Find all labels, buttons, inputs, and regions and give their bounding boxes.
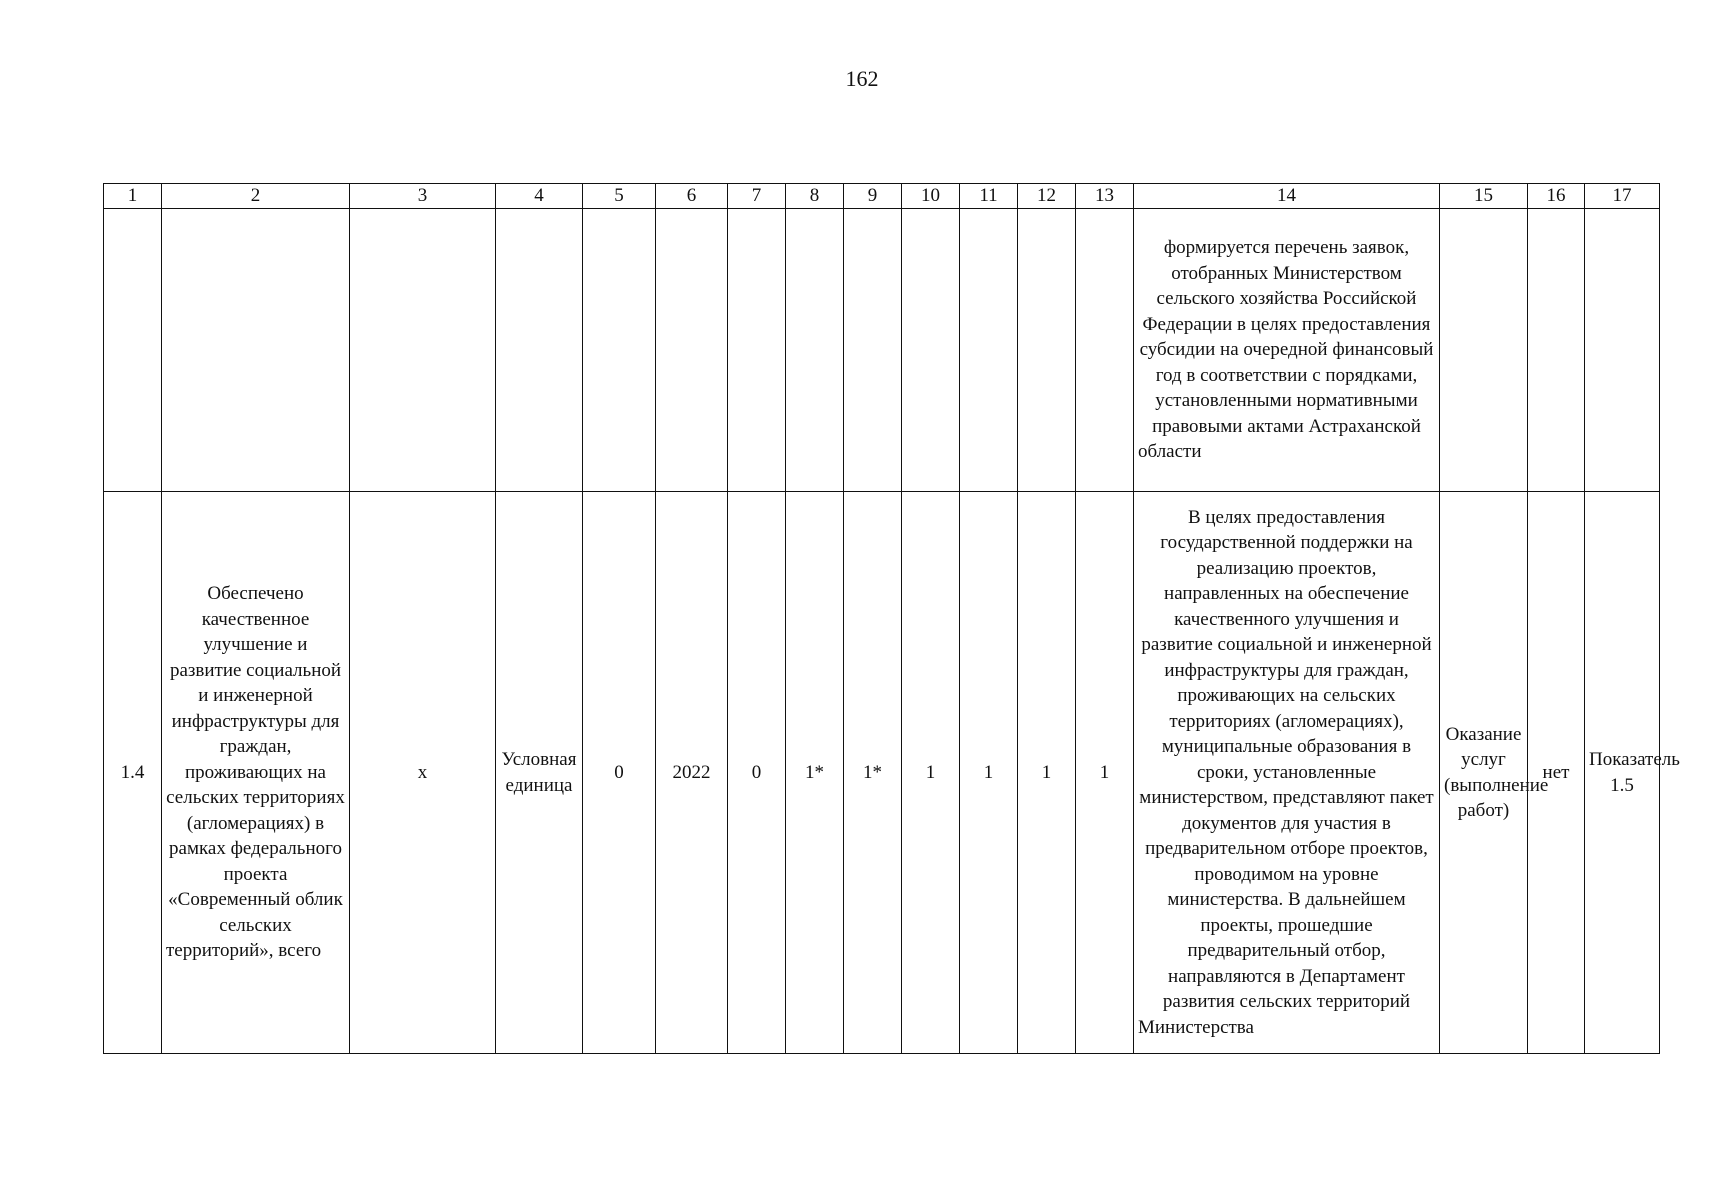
col-13-value: 1 [1076, 492, 1134, 1054]
column-number: 5 [583, 184, 656, 209]
column-number: 10 [902, 184, 960, 209]
col-12-value: 1 [1018, 492, 1076, 1054]
page-number: 162 [845, 66, 879, 91]
unit-of-measure: Условная единица [496, 492, 583, 1054]
column-number: 1 [104, 184, 162, 209]
column-number: 7 [728, 184, 786, 209]
column-number: 2 [162, 184, 350, 209]
column-number: 17 [1585, 184, 1660, 209]
column-number: 3 [350, 184, 496, 209]
col-7-value: 0 [728, 492, 786, 1054]
mechanism-description: формируется перечень заявок, отобранных Министерством сельского хозяйства Российской Федерации в целях предоставления субсидии на очередной финансовый год в соответствии с порядками, установленными нормативными правовыми актами Астраханской области [1134, 209, 1440, 492]
base-value: 0 [583, 492, 656, 1054]
program-table [103, 183, 1680, 1054]
col-8-value: 1* [786, 492, 844, 1054]
column-number-row [104, 184, 1660, 209]
row-number: 1.4 [104, 492, 162, 1054]
column-number: 13 [1076, 184, 1134, 209]
column-number: 11 [960, 184, 1018, 209]
column-number: 14 [1134, 184, 1440, 209]
mechanism-description: В целях предоставления государственной поддержки на реализацию проектов, направленных на обеспечение качественного улучшения и развитие социальной и инженерной инфраструктуры для граждан, проживающих на сельских территориях (агломерациях), муниципальные образования в сроки, установленные министерством, представляют пакет документов для участия в предварительном отборе проектов, проводимом на уровне министерства. В дальнейшем проекты, прошедшие предварительный отбор, направляются в Департамент развития сельских территорий Министерства [1134, 492, 1440, 1054]
indicator-link: Показатель 1.5 [1585, 492, 1660, 1054]
column-number: 6 [656, 184, 728, 209]
column-number: 15 [1440, 184, 1528, 209]
column-number: 9 [844, 184, 902, 209]
result-type: Оказание услуг (выполнение работ) [1440, 492, 1528, 1054]
column-number: 16 [1528, 184, 1585, 209]
result-name: Обеспечено качественное улучшение и развитие социальной и инженерной инфраструктуры для граждан, проживающих на сельских территориях (агломерациях) в рамках федерального проекта «Современный облик сельских территорий», всего [162, 492, 350, 1054]
col-9-value: 1* [844, 492, 902, 1054]
column-number: 12 [1018, 184, 1076, 209]
table-row [104, 492, 1660, 1054]
continuation-row [104, 209, 1660, 492]
column-number: 4 [496, 184, 583, 209]
col-10-value: 1 [902, 492, 960, 1054]
col-16-value: нет [1528, 492, 1585, 1054]
base-year: 2022 [656, 492, 728, 1054]
column-number: 8 [786, 184, 844, 209]
col-11-value: 1 [960, 492, 1018, 1054]
col-3-value: x [350, 492, 496, 1054]
